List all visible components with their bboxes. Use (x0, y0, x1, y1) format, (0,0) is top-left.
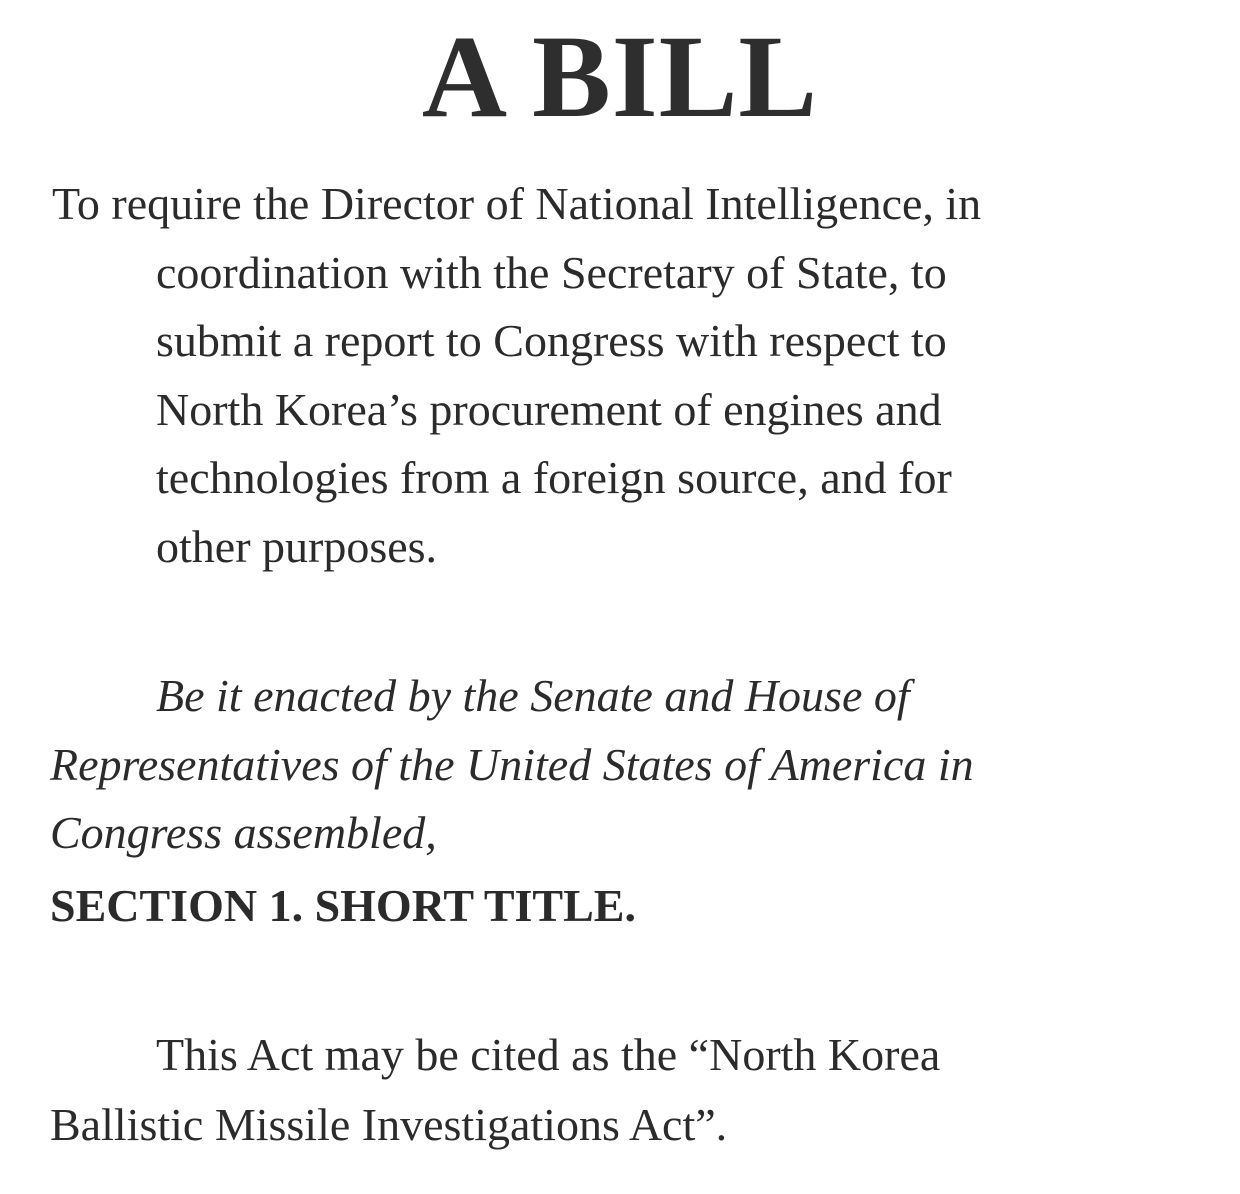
purpose-line: To require the Director of National Intelligence, in (52, 178, 982, 229)
section-body (50, 1020, 1190, 1160)
purpose-line: other purposes. (156, 520, 438, 572)
enacting-line: Be it enacted by the Senate and House of (156, 670, 910, 721)
purpose-line: submit a report to Congress with respect to (156, 315, 947, 366)
enacting-clause (50, 662, 1190, 868)
purpose-line: coordination with the Secretary of State, to (156, 246, 947, 298)
bill-title: A BILL (421, 11, 819, 142)
purpose-line: technologies from a foreign source, and for (156, 452, 952, 503)
purpose-line: North Korea’s procurement of engines and (156, 383, 942, 435)
section-line: Ballistic Missile Investigations Act”. (50, 1099, 728, 1150)
section-line: This Act may be cited as the “North Korea (156, 1029, 941, 1080)
section-heading: SECTION 1. SHORT TITLE. (50, 880, 636, 931)
purpose-statement (52, 170, 1172, 581)
enacting-line: Representatives of the United States of America in (50, 738, 974, 790)
enacting-line: Congress assembled, (50, 807, 437, 858)
